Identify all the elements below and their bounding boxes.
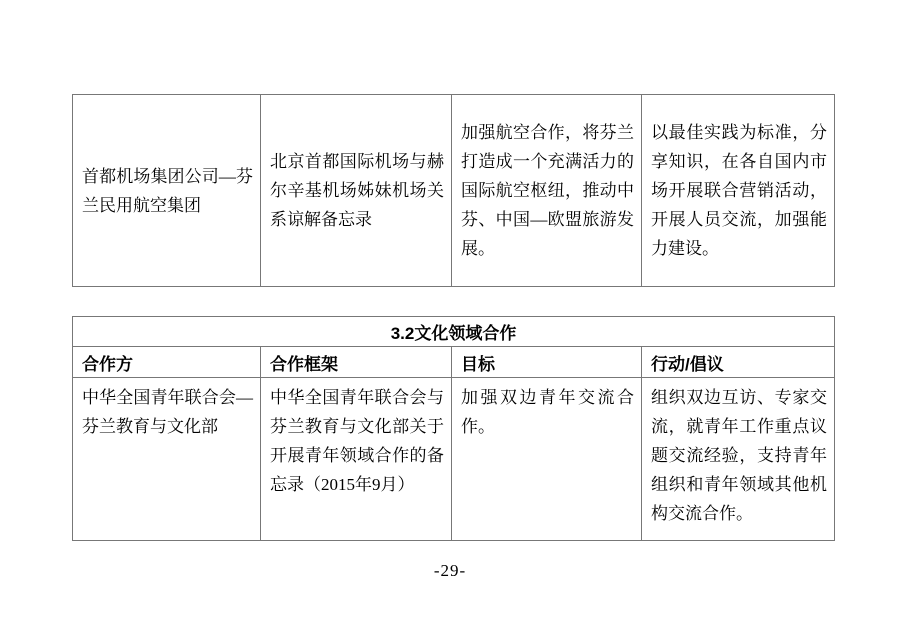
table-row [73, 378, 835, 541]
table-row [73, 95, 835, 287]
column-header-framework: 合作框架 [261, 347, 452, 378]
aviation-cooperation-table [72, 94, 835, 287]
table-header-row [73, 347, 835, 378]
cell-action-initiative: 以最佳实践为标准，分享知识，在各自国内市场开展联合营销活动，开展人员交流，加强能力建设。 [642, 95, 835, 287]
cell-cooperation-party: 首都机场集团公司—芬兰民用航空集团 [73, 95, 261, 287]
cell-action-initiative: 组织双边互访、专家交流，就青年工作重点议题交流经验，支持青年组织和青年领域其他机构交流合作。 [642, 378, 835, 541]
column-header-party: 合作方 [73, 347, 261, 378]
cell-goal: 加强双边青年交流合作。 [452, 378, 642, 541]
culture-cooperation-table [72, 316, 835, 541]
column-header-action: 行动/倡议 [642, 347, 835, 378]
cell-cooperation-framework: 北京首都国际机场与赫尔辛基机场姊妹机场关系谅解备忘录 [261, 95, 452, 287]
page-number: -29- [433, 561, 467, 580]
cell-cooperation-party: 中华全国青年联合会—芬兰教育与文化部 [73, 378, 261, 541]
cell-cooperation-framework: 中华全国青年联合会与芬兰教育与文化部关于开展青年领域合作的备忘录（2015年9月） [261, 378, 452, 541]
section-title-row [73, 317, 835, 347]
cell-goal: 加强航空合作，将芬兰打造成一个充满活力的国际航空枢纽，推动中芬、中国—欧盟旅游发展。 [452, 95, 642, 287]
column-header-goal: 目标 [452, 347, 642, 378]
section-title: 3.2文化领域合作 [73, 317, 835, 347]
